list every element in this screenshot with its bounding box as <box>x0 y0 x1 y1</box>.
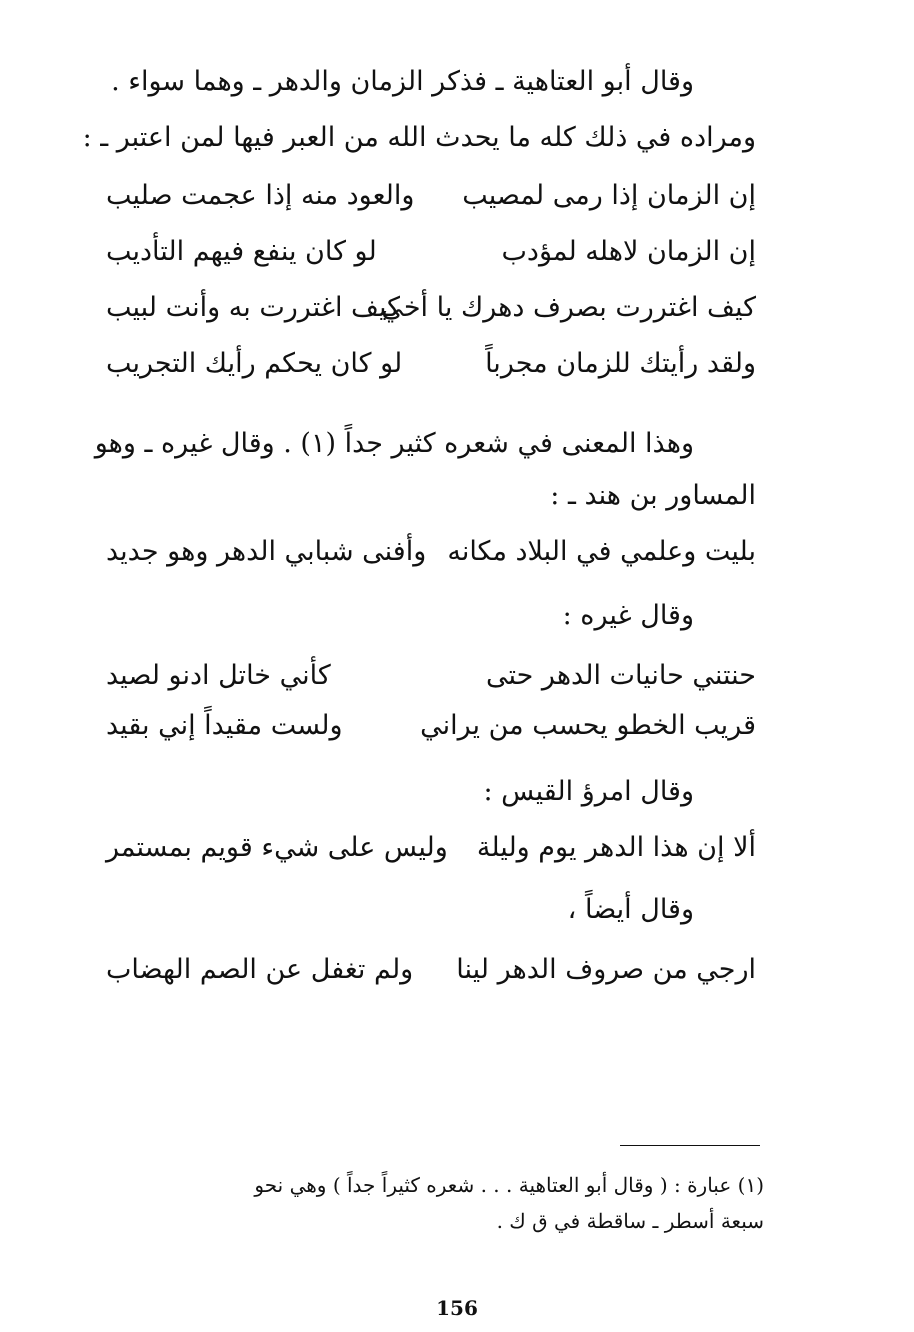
verse-line <box>106 656 756 696</box>
verse-first-hemistich: حنتني حانيات الدهر حتى <box>486 660 756 691</box>
verse-first-hemistich: كيف اغتررت بصرف دهرك يا أخي <box>381 292 756 323</box>
footnote-line: (١) عبارة : ( وقال أبو العتاهية . . . شعره كثيراً جداً ) وهي نحو <box>254 1173 764 1197</box>
verse-second-hemistich: كيف اغتررت به وأنت لبيب <box>106 292 400 323</box>
paragraph-line: وقال أيضاً ، <box>567 894 694 925</box>
verse-line <box>106 232 756 272</box>
verse-line <box>106 344 756 384</box>
verse-line <box>106 288 756 328</box>
verse-second-hemistich: والعود منه إذا عجمت صليب <box>106 180 415 211</box>
verse-second-hemistich: ولست مقيداً إني بقيد <box>106 710 343 741</box>
verse-line <box>106 950 756 990</box>
verse-line <box>106 532 756 572</box>
paragraph-line: وقال أبو العتاهية ـ فذكر الزمان والدهر ـ وهما سواء . <box>111 66 694 97</box>
footnote-line: سبعة أسطر ـ ساقطة في ق ك . <box>496 1209 764 1233</box>
verse-first-hemistich: إن الزمان إذا رمى لمصيب <box>462 180 756 211</box>
verse-first-hemistich: قريب الخطو يحسب من يراني <box>420 710 756 741</box>
verse-second-hemistich: لو كان ينفع فيهم التأديب <box>106 236 377 267</box>
verse-line <box>106 176 756 216</box>
verse-first-hemistich: بليت وعلمي في البلاد مكانه <box>447 536 756 567</box>
paragraph-line: وهذا المعنى في شعره كثير جداً (١) . وقال غيره ـ وهو <box>94 428 694 459</box>
page-number: 156 <box>436 1296 478 1320</box>
paragraph-line: وقال امرؤ القيس : <box>483 776 694 807</box>
verse-first-hemistich: ارجي من صروف الدهر لينا <box>456 954 756 985</box>
paragraph-line: ومراده في ذلك كله ما يحدث الله من العبر فيها لمن اعتبر ـ : <box>82 122 756 153</box>
verse-line <box>106 828 756 868</box>
verse-first-hemistich: إن الزمان لاهله لمؤدب <box>501 236 756 267</box>
verse-line <box>106 706 756 746</box>
footnote-divider <box>620 1145 760 1146</box>
paragraph-line: المساور بن هند ـ : <box>550 480 756 511</box>
verse-first-hemistich: ألا إن هذا الدهر يوم وليلة <box>476 832 756 863</box>
paragraph-line: وقال غيره : <box>562 600 694 631</box>
verse-second-hemistich: وليس على شيء قويم بمستمر <box>106 832 448 863</box>
verse-second-hemistich: كأني خاتل ادنو لصيد <box>106 660 331 691</box>
verse-second-hemistich: وأفنى شبابي الدهر وهو جديد <box>106 536 427 567</box>
verse-first-hemistich: ولقد رأيتك للزمان مجرباً <box>485 348 756 379</box>
verse-second-hemistich: ولم تغفل عن الصم الهضاب <box>106 954 414 985</box>
verse-second-hemistich: لو كان يحكم رأيك التجريب <box>106 348 403 379</box>
